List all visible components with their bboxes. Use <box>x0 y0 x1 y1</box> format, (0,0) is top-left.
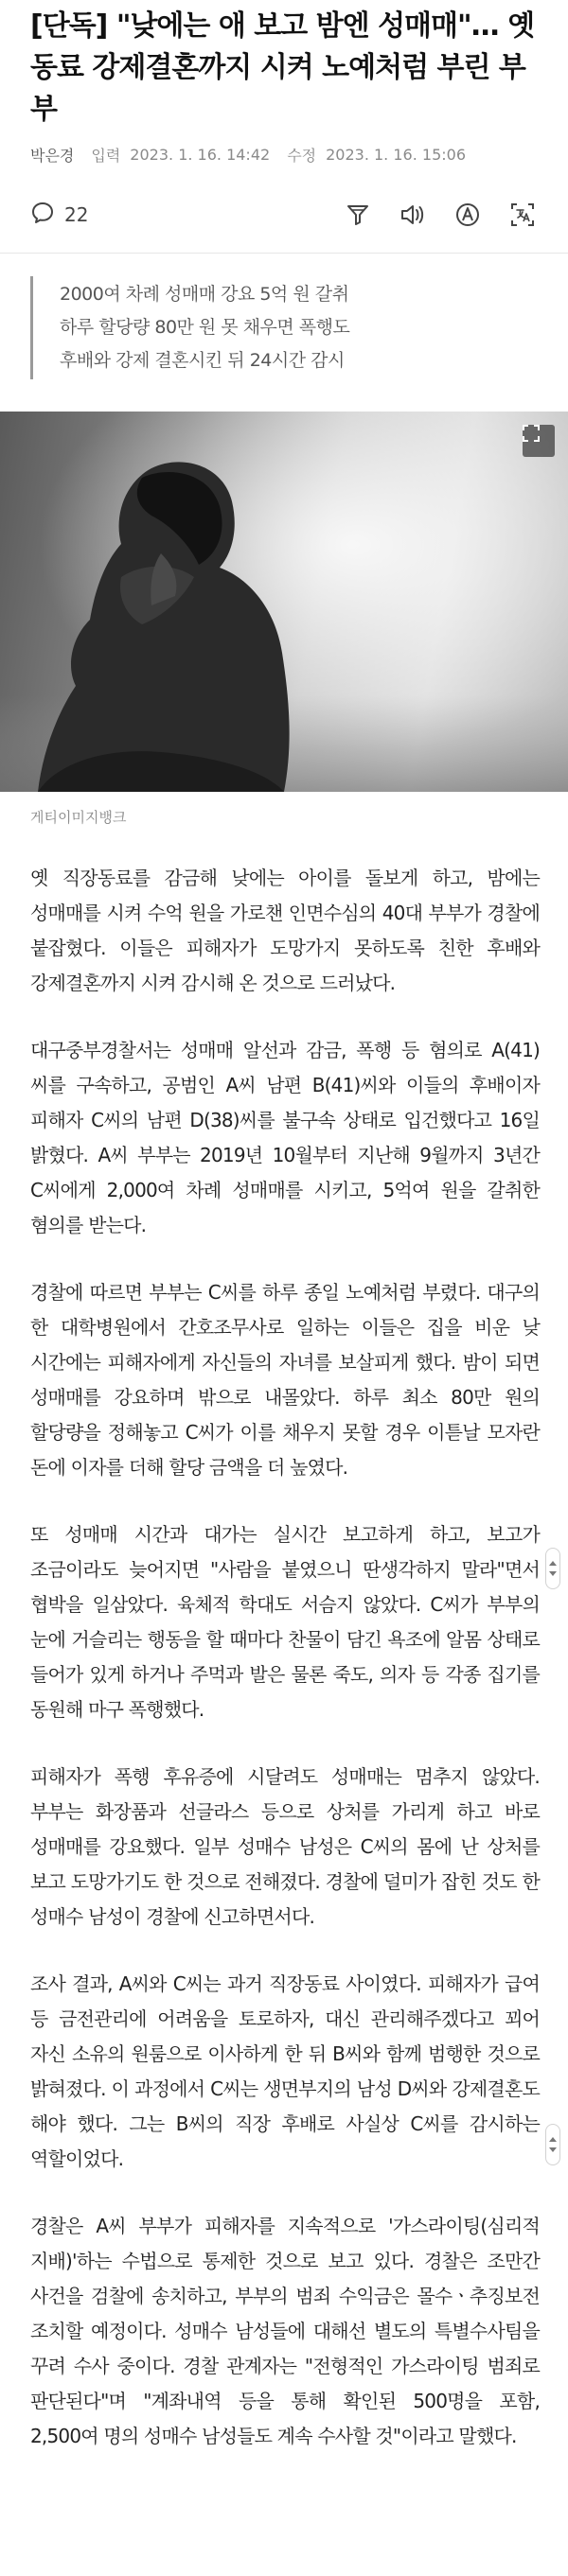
body-paragraph: 대구중부경찰서는 성매매 알선과 감금, 폭행 등 혐의로 A(41)씨를 구속하고, 공범인 A씨 남편 B(41)씨와 이들의 후배이자 피해자 C씨의 남편 D(38)씨를 불구속 상태로 입건했다고 16일 밝혔다. A씨 부부는 2019년 10월부터 지난해 9월까지 3년간 C씨에게 2,000여 차례 성매매를 시키고, 5억여 원을 갈취한 혐의를 받는다. <box>30 1039 540 1236</box>
body-paragraph: 옛 직장동료를 감금해 낮에는 아이를 돌보게 하고, 밤에는 성매매를 시켜 수억 원을 가로챈 인면수심의 40대 부부가 경찰에 붙잡혔다. 이들은 피해자가 도망가지 못하도록 친한 후배와 강제결혼까지 시켜 감시해 온 것으로 드러났다. <box>30 867 540 994</box>
body-paragraph: 또 성매매 시간과 대가는 실시간 보고하게 하고, 보고가 조금이라도 늦어지면 "사람을 붙였으니 딴생각하지 말라"면서 협박을 일삼았다. 육체적 학대도 서슴지 않았다. C씨가 부부의 눈에 거슬리는 행동을 할 때마다 찬물이 담긴 욕조에 알몸 상태로 들어가 있게 하거나 주먹과 발은 물론 죽도, 의자 등 각종 집기를 동원해 마구 폭행했다. <box>30 1523 540 1721</box>
scroll-up-icon <box>549 1561 557 1566</box>
audio-icon <box>399 202 427 228</box>
scroll-down-icon <box>549 1571 557 1576</box>
comment-icon <box>30 201 55 230</box>
audio-button[interactable] <box>398 200 428 230</box>
body-paragraph: 경찰에 따르면 부부는 C씨를 하루 종일 노예처럼 부렸다. 대구의 한 대학병원에서 간호조무사로 일하는 이들은 집을 비운 낮 시간에는 피해자에게 자신들의 자녀를 보살피게 했다. 밤이 되면 성매매를 강요하며 밖으로 내몰았다. 하루 최소 80만 원의 할당량을 정해놓고 C씨가 이를 채우지 못할 경우 이튿날 모자란 돈에 이자를 더해 할당 금액을 더 높였다. <box>30 1281 540 1479</box>
article-toolbar <box>30 198 538 232</box>
expand-icon <box>523 425 540 442</box>
article-tools <box>343 200 538 230</box>
scroll-handle[interactable] <box>545 1548 560 1589</box>
scroll-up-icon <box>549 2137 557 2142</box>
body-paragraph: 조사 결과, A씨와 C씨는 과거 직장동료 사이였다. 피해자가 급여 등 금전관리에 어려움을 토로하자, 대신 관리해주겠다고 꾀어 자신 소유의 원룸으로 이사하게 한 뒤 B씨와 함께 범행한 것으로 밝혀졌다. 이 과정에서 C씨는 생면부지의 남성 D씨와 강제결혼도 해야 했다. 그는 B씨의 직장 후배로 사실상 C씨를 감시하는 역할이었다. <box>30 1972 540 2170</box>
body-paragraph: 피해자가 폭행 후유증에 시달려도 성매매는 멈추지 않았다. 부부는 화장품과 선글라스 등으로 상처를 가리게 하고 바로 성매매를 강요했다. 일부 성매수 남성은 C씨의 몸에 난 상처를 보고 도망가기도 한 것으로 전해졌다. 경찰에 덜미가 잡힌 것도 한 성매수 남성이 경찰에 신고하면서다. <box>30 1765 540 1928</box>
font-size-icon <box>453 201 482 229</box>
scroll-down-icon <box>549 2147 557 2152</box>
header-divider <box>0 253 568 254</box>
author-name[interactable]: 박은경 <box>30 147 75 165</box>
article-body <box>0 861 568 2454</box>
summary-icon <box>345 202 371 228</box>
translate-button[interactable] <box>507 200 538 230</box>
modified-label: 수정 <box>287 147 317 165</box>
comment-count: 22 <box>64 203 89 226</box>
article-photo[interactable] <box>0 412 568 792</box>
body-paragraph: 경찰은 A씨 부부가 피해자를 지속적으로 '가스라이팅(심리적 지배)'하는 수법으로 통제한 것으로 보고 있다. 경찰은 조만간 사건을 검찰에 송치하고, 부부의 범죄 수익금은 몰수ㆍ추징보전 조치할 예정이다. 성매수 남성들에 대해선 별도의 특별수사팀을 꾸려 수사 중이다. 경찰 관계자는 "전형적인 가스라이팅 범죄로 판단된다"며 "계좌내역 등을 통해 확인된 500명을 포함, 2,500여 명의 성매수 남성들도 계속 수사할 것"이라고 말했다. <box>30 2215 540 2447</box>
article-header <box>0 0 568 232</box>
input-time: 2023. 1. 16. 14:42 <box>130 146 271 164</box>
summary-button[interactable] <box>343 200 373 230</box>
scroll-handle[interactable] <box>545 2124 560 2165</box>
expand-photo-button[interactable] <box>523 425 555 457</box>
photo-illustration <box>0 412 568 792</box>
summary-line: 후배와 강제 결혼시킨 뒤 24시간 감시 <box>60 350 345 371</box>
font-size-button[interactable] <box>453 200 483 230</box>
summary-line: 2000여 차례 성매매 강요 5억 원 갈취 <box>60 284 349 305</box>
comment-button[interactable] <box>30 201 88 230</box>
article-title: [단독] "낮에는 애 보고 밤엔 성매매"… 옛 동료 강제결혼까지 시켜 노예처럼 부린 부부 <box>30 9 535 126</box>
modified-time: 2023. 1. 16. 15:06 <box>326 146 466 164</box>
photo-caption: 게티이미지뱅크 <box>30 809 127 826</box>
article-summary <box>30 276 538 379</box>
article-meta <box>30 144 538 166</box>
input-label: 입력 <box>91 147 121 165</box>
translate-icon <box>508 201 537 229</box>
summary-line: 하루 할당량 80만 원 못 채우면 폭행도 <box>60 317 350 338</box>
